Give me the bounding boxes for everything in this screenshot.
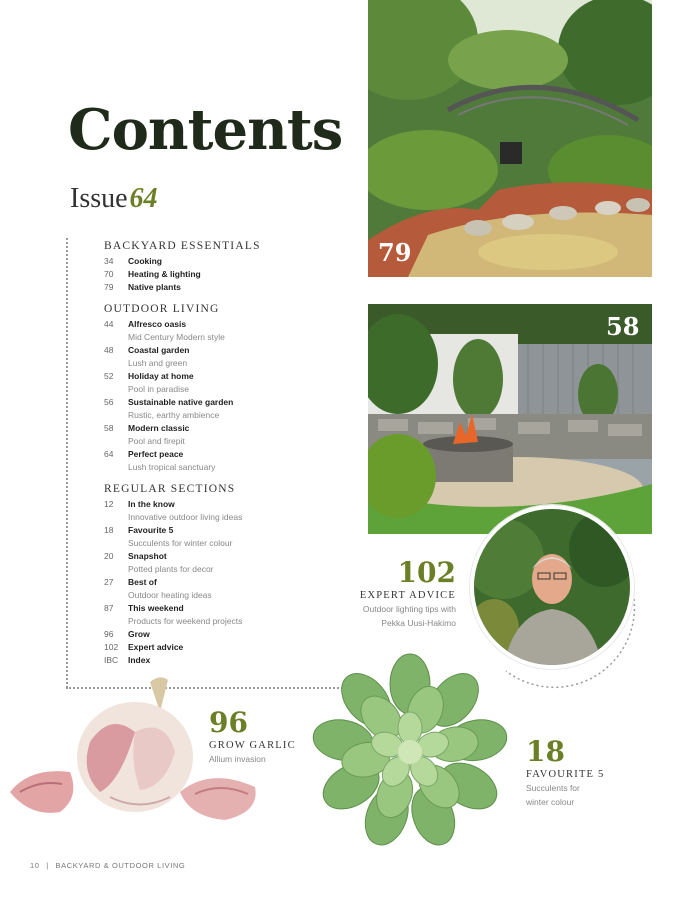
toc-entry-subtitle: Products for weekend projects <box>128 616 243 626</box>
succulent-illustration[interactable] <box>310 652 510 852</box>
toc-entry[interactable] <box>104 422 344 435</box>
favourite-subtitle-line1: Succulents for <box>526 783 580 793</box>
toc-entry-subtitle: Mid Century Modern style <box>128 332 225 342</box>
expert-page-number: 102 <box>397 556 456 589</box>
feature-favourite-5[interactable] <box>526 735 605 808</box>
footer-page-number: 10 <box>30 861 40 870</box>
table-of-contents <box>104 240 344 676</box>
issue-text: Issue <box>70 183 128 214</box>
garlic-subtitle: Allium invasion <box>209 754 266 764</box>
footer-separator: | <box>46 861 49 870</box>
toc-entry-page: 96 <box>104 629 114 639</box>
toc-entry-title: Index <box>128 655 151 665</box>
toc-section <box>104 483 344 667</box>
toc-entry-page: 79 <box>104 282 114 292</box>
issue-label <box>70 183 158 215</box>
toc-entry-subtitle: Lush tropical sanctuary <box>128 462 216 472</box>
toc-entry[interactable] <box>104 628 344 641</box>
toc-entry[interactable] <box>104 654 344 667</box>
toc-entry-page: 70 <box>104 269 114 279</box>
toc-entry-title: Coastal garden <box>128 345 190 355</box>
toc-entry[interactable] <box>104 255 344 268</box>
toc-entry[interactable] <box>104 318 344 331</box>
toc-section <box>104 240 344 294</box>
toc-entry-title: Native plants <box>128 282 181 292</box>
toc-entry-subtitle: Succulents for winter colour <box>128 538 233 548</box>
garlic-page-number: 96 <box>209 706 248 739</box>
expert-subtitle-line2: Pekka Uusi-Hakimo <box>381 618 456 628</box>
toc-entry[interactable] <box>104 602 344 615</box>
toc-entry-title: Perfect peace <box>128 449 184 459</box>
toc-entry-subtitle: Pool in paradise <box>128 384 189 394</box>
toc-entry-subtitle: Lush and green <box>128 358 188 368</box>
favourite-title: FAVOURITE 5 <box>526 769 605 780</box>
toc-entry-page: 58 <box>104 423 114 433</box>
toc-entry[interactable] <box>104 448 344 461</box>
toc-entry-title: Best of <box>128 577 157 587</box>
toc-section-title: BACKYARD ESSENTIALS <box>104 240 261 252</box>
toc-entry-page: 44 <box>104 319 114 329</box>
toc-entry-page: 102 <box>104 642 119 652</box>
footer-magazine-name: BACKYARD & OUTDOOR LIVING <box>55 861 186 870</box>
toc-entry[interactable] <box>104 550 344 563</box>
toc-entry-title: Modern classic <box>128 423 190 433</box>
garden-pond-page-number: 79 <box>378 238 412 267</box>
toc-entry-subtitle: Rustic, earthy ambience <box>128 410 220 420</box>
toc-section <box>104 303 344 474</box>
garlic-title: GROW GARLIC <box>209 740 296 751</box>
toc-entry-title: Cooking <box>128 256 162 266</box>
toc-entry-page: 64 <box>104 449 114 459</box>
toc-section-title: OUTDOOR LIVING <box>104 303 220 315</box>
toc-entry-page: 27 <box>104 577 114 587</box>
toc-entry[interactable] <box>104 498 344 511</box>
toc-entry[interactable] <box>104 370 344 383</box>
expert-portrait-image <box>474 509 630 665</box>
toc-dotted-border <box>66 238 68 688</box>
page-title: Contents <box>68 97 343 163</box>
firepit-photo[interactable] <box>368 304 652 534</box>
toc-entry-subtitle: Potted plants for decor <box>128 564 214 574</box>
toc-entry-page: 34 <box>104 256 114 266</box>
toc-entry-subtitle: Innovative outdoor living ideas <box>128 512 243 522</box>
toc-entry-page: 87 <box>104 603 114 613</box>
feature-expert-advice[interactable] <box>359 556 456 629</box>
toc-entry-page: 56 <box>104 397 114 407</box>
expert-subtitle-line1: Outdoor lighting tips with <box>362 604 456 614</box>
favourite-page-number: 18 <box>526 735 565 768</box>
toc-entry-title: Favourite 5 <box>128 525 174 535</box>
garden-pond-photo[interactable] <box>368 0 652 277</box>
toc-entry-page: 48 <box>104 345 114 355</box>
toc-entry-title: Grow <box>128 629 150 639</box>
favourite-subtitle-line2: winter colour <box>526 797 575 807</box>
toc-entry-page: IBC <box>104 655 119 665</box>
firepit-page-number: 58 <box>606 312 640 341</box>
toc-entry-page: 52 <box>104 371 114 381</box>
toc-entry-page: 20 <box>104 551 114 561</box>
toc-entry[interactable] <box>104 268 344 281</box>
toc-entry-title: Holiday at home <box>128 371 194 381</box>
toc-entry[interactable] <box>104 396 344 409</box>
toc-entry-page: 12 <box>104 499 114 509</box>
garden-pond-image <box>368 0 652 277</box>
toc-entry[interactable] <box>104 344 344 357</box>
toc-section-title: REGULAR SECTIONS <box>104 483 236 495</box>
toc-entry-subtitle: Outdoor heating ideas <box>128 590 212 600</box>
toc-entry-title: This weekend <box>128 603 184 613</box>
expert-title: EXPERT ADVICE <box>359 590 456 601</box>
feature-grow-garlic[interactable] <box>209 706 296 765</box>
toc-entry-title: Sustainable native garden <box>128 397 234 407</box>
page-footer <box>30 861 185 870</box>
toc-entry[interactable] <box>104 641 344 654</box>
toc-entry-title: Snapshot <box>128 551 167 561</box>
toc-entry[interactable] <box>104 281 344 294</box>
expert-portrait[interactable] <box>470 505 634 669</box>
issue-number: 64 <box>129 183 158 214</box>
toc-entry-page: 18 <box>104 525 114 535</box>
toc-entry[interactable] <box>104 524 344 537</box>
toc-entry-title: In the know <box>128 499 175 509</box>
toc-entry-title: Alfresco oasis <box>128 319 187 329</box>
toc-entry-title: Expert advice <box>128 642 184 652</box>
toc-entry-title: Heating & lighting <box>128 269 201 279</box>
toc-entry[interactable] <box>104 576 344 589</box>
toc-entry-subtitle: Pool and firepit <box>128 436 185 446</box>
